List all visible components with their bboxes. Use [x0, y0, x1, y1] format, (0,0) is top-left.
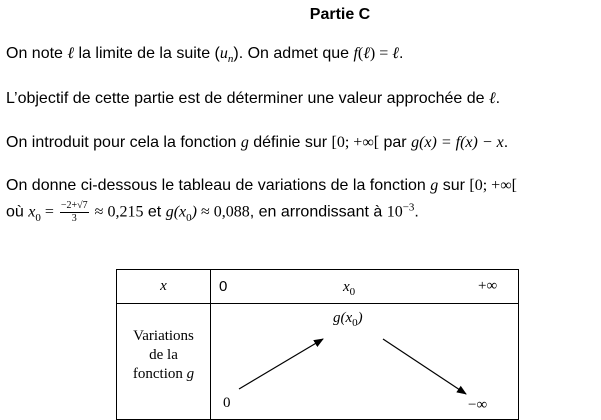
paragraph-objective: L’objectif de cette partie est de déterminer une valeur approchée de ℓ.: [6, 90, 501, 107]
start-value-zero: 0: [223, 395, 231, 411]
x-value-x0: $x_0$: [343, 279, 356, 298]
decreasing-arrow: [383, 339, 466, 394]
table-header-x: x: [117, 270, 211, 304]
x-value-zero: 0: [219, 278, 228, 295]
table-x-values-row: [211, 270, 519, 304]
x0-fraction: $\frac{-2+√7}{3}$: [60, 200, 88, 224]
table-variations-label: Variations de la fonction g: [117, 304, 211, 420]
table-variations-row: [211, 304, 519, 420]
max-value-label: $g(x_0)$: [333, 310, 363, 329]
increasing-arrow: [239, 339, 323, 389]
paragraph-x0-values: où $x_0$ = $\frac{-2+√7}{3}$ ≈ 0,215 et $g(x_0) \approx 0,088$, en arrondissant à $10^{-3}$.: [6, 200, 419, 224]
end-value-minus-infinity: −∞: [468, 397, 488, 413]
x-value-plus-infinity: +∞: [478, 278, 498, 294]
section-heading: Partie C: [309, 6, 371, 23]
paragraph-function-g: On introduit pour cela la fonction g définie sur [0; +∞[ par g(x) = f(x) − x.: [6, 134, 509, 151]
variation-arrows: [211, 304, 518, 419]
paragraph-limit: On note ℓ la limite de la suite $(u_n)$. On admet que f(ℓ) = ℓ.: [6, 45, 404, 66]
variation-table: [116, 269, 519, 420]
paragraph-table-intro: On donne ci-dessous le tableau de variations de la fonction g sur [0; +∞[: [6, 177, 517, 194]
